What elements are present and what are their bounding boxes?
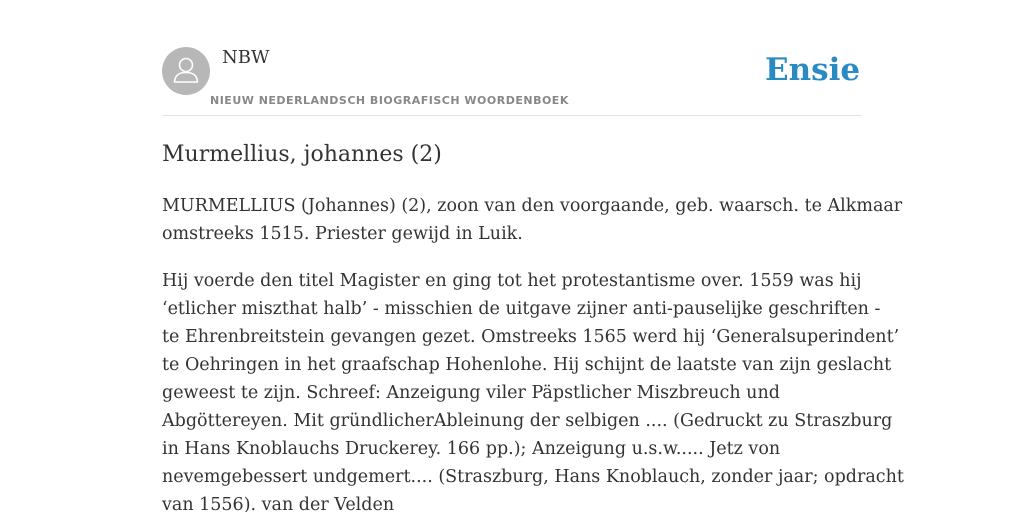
author-avatar[interactable] (162, 47, 210, 95)
text-line: van 1556). van der Velden (162, 495, 395, 512)
text-line: geweest te zijn. Schreef: Anzeigung viler Päpstlicher Miszbreuch und (162, 383, 780, 403)
text-line: omstreeks 1515. Priester gewijd in Luik. (162, 224, 523, 244)
text-line: te Ehrenbreitstein gevangen gezet. Omstreeks 1565 werd hij ‘Generalsuperindent’ (162, 327, 900, 347)
text-line: Hij voerde den titel Magister en ging tot het protestantisme over. 1559 was hij (162, 271, 862, 291)
article-paragraph (162, 267, 904, 512)
author-name[interactable]: NBW (222, 47, 270, 68)
text-line: te Oehringen in het graafschap Hohenlohe. Hij schijnt de laatste van zijn geslacht (162, 355, 892, 375)
source-subtitle[interactable]: NIEUW NEDERLANDSCH BIOGRAFISCH WOORDENBOEK (210, 94, 569, 107)
text-line: Abgöttereyen. Mit gründlicherAbleinung der selbigen .... (Gedruckt zu Straszburg (162, 411, 893, 431)
text-line: in Hans Knoblauchs Druckerey. 166 pp.); Anzeigung u.s.w..... Jetz von (162, 439, 781, 459)
header-divider (162, 115, 862, 116)
text-line: MURMELLIUS (Johannes) (2), zoon van den voorgaande, geb. waarsch. te Alkmaar (162, 196, 903, 216)
ensie-logo[interactable]: Ensie (765, 52, 861, 88)
user-icon (162, 47, 210, 95)
page-title: Murmellius, johannes (2) (162, 142, 442, 167)
text-line: nevemgebessert undgemert.... (Straszburg, Hans Knoblauch, zonder jaar; opdracht (162, 467, 904, 487)
text-line: ‘etlicher miszthat halb’ - misschien de uitgave zijner anti-pauselijke geschriften - (162, 299, 881, 319)
article-body (162, 192, 904, 512)
article-paragraph (162, 192, 903, 248)
